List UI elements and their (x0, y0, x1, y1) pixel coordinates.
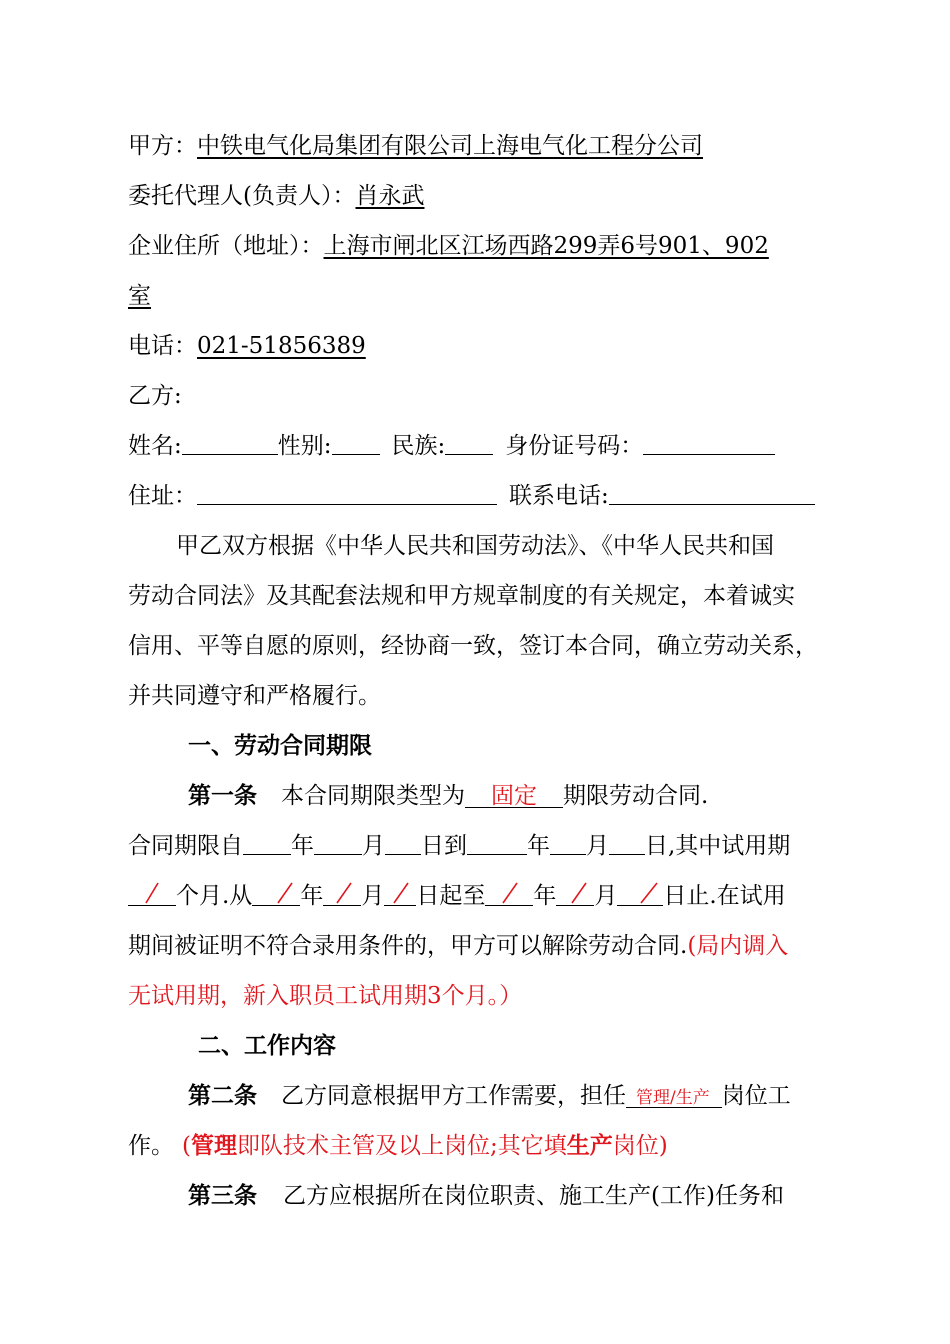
term-note-a: (局内调入 (687, 933, 789, 959)
address-line-2 (128, 281, 151, 311)
address-value: 上海市闸北区江场西路299弄6号901、902 (323, 233, 769, 259)
tel-blank[interactable] (609, 482, 815, 505)
phone-label: 电话： (128, 333, 197, 359)
day-stop-label: 日止.在试用 (663, 883, 786, 909)
year-label: 年 (291, 833, 314, 859)
note-close: 岗位) (612, 1133, 668, 1159)
note-management: 管理 (190, 1133, 237, 1159)
article-3-text: 乙方应根据所在岗位职责、施工生产(工作)任务和 (283, 1183, 784, 1209)
probation-month-label: 个月.从 (176, 883, 253, 909)
end-year-blank[interactable] (467, 832, 527, 855)
probation-end-day-blank[interactable] (617, 881, 663, 906)
preamble-line-1 (176, 531, 774, 561)
preamble-line-2 (128, 581, 795, 611)
id-label: 身份证号码： (505, 433, 644, 459)
probation-start-year-blank[interactable] (252, 881, 300, 906)
article-3-label: 第三条 (188, 1183, 257, 1209)
term-dismiss-text: 期间被证明不符合录用条件的，甲方可以解除劳动合同. (128, 933, 688, 959)
article-3-line (188, 1181, 784, 1211)
party-b-label: 乙方: (128, 383, 182, 409)
section-2-title (198, 1031, 336, 1061)
article-2-text-b: 岗位工 (721, 1083, 791, 1109)
probation-start-day-blank[interactable] (384, 881, 416, 906)
preamble-text-2: 劳动合同法》及其配套法规和甲方规章制度的有关规定，本着诚实 (128, 583, 795, 609)
article-2-label: 第二条 (188, 1083, 257, 1109)
position-field[interactable] (626, 1081, 722, 1108)
addr-blank[interactable] (197, 482, 497, 505)
month-label-3: 月 (361, 883, 385, 909)
article-2-text-a: 乙方同意根据甲方工作需要，担任 (281, 1083, 626, 1109)
probation-start-month-blank[interactable] (323, 881, 361, 906)
party-b-info-line (128, 431, 775, 461)
tel-label: 联系电话: (509, 483, 609, 509)
address-value-cont: 室 (128, 283, 151, 309)
term-line-2 (128, 881, 786, 911)
section-1-title-text: 一、劳动合同期限 (188, 733, 372, 759)
probation-months-blank[interactable] (128, 881, 176, 906)
preamble-text-3: 信用、平等自愿的原则，经协商一致，签订本合同，确立劳动关系， (128, 633, 818, 659)
month-label: 月 (362, 833, 385, 859)
note-middle: 即队技术主管及以上岗位;其它填 (236, 1133, 567, 1159)
term-line-4 (128, 981, 522, 1011)
term-start-label: 合同期限自 (128, 833, 243, 859)
article-2-text-c: 作。 (128, 1133, 174, 1159)
party-a-line (128, 131, 703, 161)
end-month-blank[interactable] (550, 832, 586, 855)
section-2-title-text: 二、工作内容 (198, 1033, 336, 1059)
start-year-blank[interactable] (243, 832, 291, 855)
preamble-line-4 (128, 681, 381, 711)
month-label-4: 月 (594, 883, 618, 909)
article-1-text-a: 本合同期限类型为 (281, 783, 465, 809)
section-1-title (188, 731, 372, 761)
preamble-text-4: 并共同遵守和严格履行。 (128, 683, 381, 709)
gender-label: 性别: (277, 433, 332, 459)
contract-type-field[interactable] (465, 781, 563, 808)
article-2-line (188, 1081, 791, 1111)
name-label: 姓名: (128, 433, 182, 459)
note-production: 生产 (566, 1133, 613, 1159)
year-label-3: 年 (300, 883, 324, 909)
party-a-name: 中铁电气化局集团有限公司上海电气化工程分公司 (197, 133, 703, 159)
contract-type-value: 固定 (491, 783, 537, 809)
probation-end-year-blank[interactable] (485, 881, 533, 906)
article-1-text-b: 期限劳动合同. (563, 783, 709, 809)
address-label: 企业住所（地址）： (128, 233, 324, 259)
year-label-4: 年 (533, 883, 557, 909)
party-a-label: 甲方： (128, 133, 197, 159)
agent-label: 委托代理人(负责人）： (128, 183, 356, 209)
article-1-label: 第一条 (188, 783, 257, 809)
agent-name: 肖永武 (355, 183, 425, 209)
party-b-line (128, 381, 182, 411)
day-from-label: 日起至 (416, 883, 486, 909)
term-line-3 (128, 931, 788, 961)
ethnic-label: 民族: (391, 433, 446, 459)
id-blank[interactable] (643, 432, 775, 455)
end-day-blank[interactable] (609, 832, 645, 855)
ethnic-blank[interactable] (445, 432, 493, 455)
preamble-text-1: 甲乙双方根据《中华人民共和国劳动法》、《中华人民共和国 (176, 533, 774, 559)
name-blank[interactable] (182, 432, 278, 455)
start-day-blank[interactable] (385, 832, 421, 855)
agent-line (128, 181, 424, 211)
article-1-line (188, 781, 708, 811)
address-line (128, 231, 769, 261)
term-line-1 (128, 831, 790, 861)
term-note-b: 无试用期，新入职员工试用期3个月。） (128, 983, 523, 1009)
preamble-line-3 (128, 631, 818, 661)
party-b-address-line (128, 481, 815, 511)
gender-blank[interactable] (332, 432, 380, 455)
addr-label: 住址： (128, 483, 197, 509)
article-2-line-2 (128, 1131, 668, 1161)
month-label-2: 月 (586, 833, 609, 859)
article-2-note (182, 1133, 668, 1159)
position-value: 管理/生产 (636, 1088, 710, 1108)
phone-line (128, 331, 366, 361)
start-month-blank[interactable] (314, 832, 362, 855)
phone-value: 021-51856389 (197, 333, 366, 359)
year-label-2: 年 (527, 833, 550, 859)
note-open: ( (182, 1133, 191, 1159)
day-end-label: 日,其中试用期 (645, 833, 791, 859)
probation-end-month-blank[interactable] (556, 881, 594, 906)
day-to-label: 日到 (421, 833, 467, 859)
